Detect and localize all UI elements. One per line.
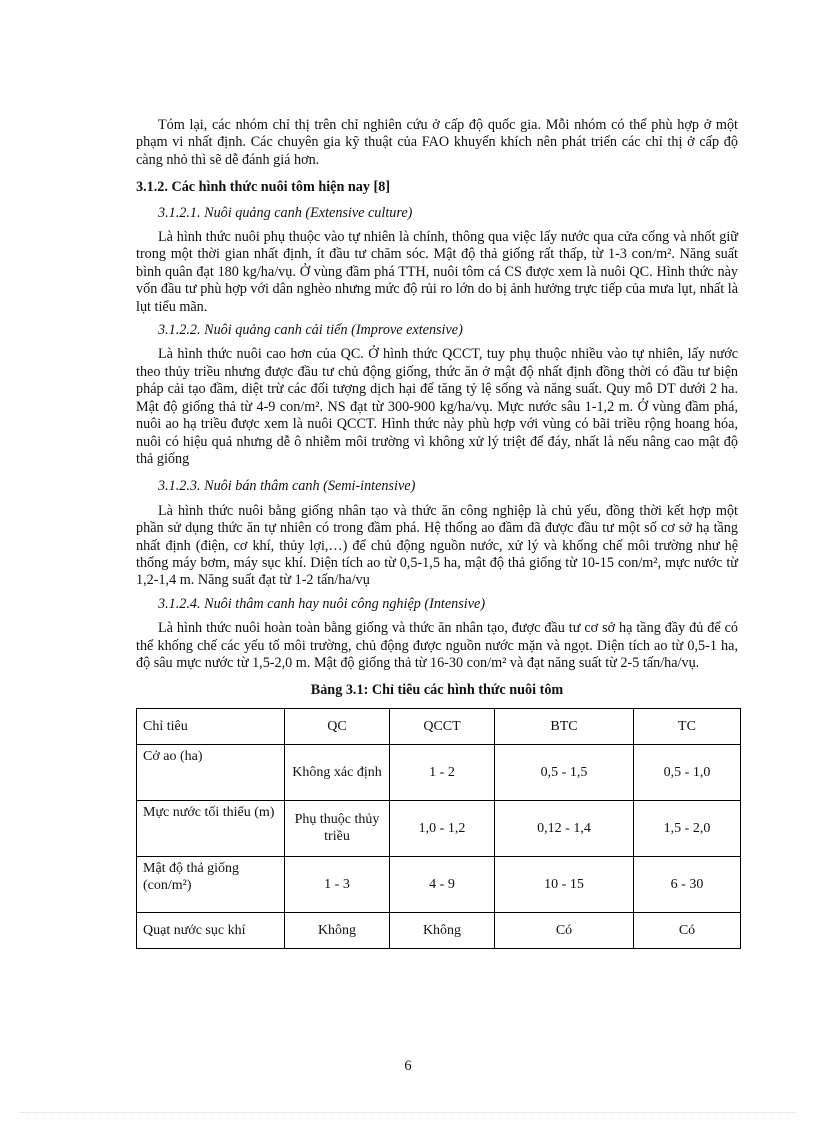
- subsection-title-1: 3.1.2.1. Nuôi quảng canh (Extensive culture): [158, 204, 413, 221]
- table-header-cell: QCCT: [390, 708, 495, 744]
- page-bottom-rule: [20, 1112, 796, 1113]
- table-row: [137, 800, 741, 856]
- table-cell: 4 - 9: [390, 856, 495, 912]
- table-row: [137, 744, 741, 800]
- table-cell: 0,12 - 1,4: [495, 800, 634, 856]
- table-cell: 1 - 2: [390, 744, 495, 800]
- table-cell: Không: [285, 912, 390, 948]
- section-heading: 3.1.2. Các hình thức nuôi tôm hiện nay [8]: [136, 179, 391, 196]
- table-cell: 6 - 30: [634, 856, 741, 912]
- subsection-title-2: 3.1.2.2. Nuôi quảng canh cải tiến (Improve extensive): [158, 322, 463, 339]
- page-content: [136, 117, 738, 949]
- table-cell: Phụ thuộc thủy triều: [285, 800, 390, 856]
- subsection-title-3: 3.1.2.3. Nuôi bán thâm canh (Semi-intensive): [158, 478, 416, 495]
- table-row: [137, 912, 741, 948]
- table-header-cell: QC: [285, 708, 390, 744]
- table-header-cell: Chỉ tiêu: [137, 708, 285, 744]
- shrimp-farming-table: [136, 708, 741, 949]
- table-cell: Cở ao (ha): [137, 744, 285, 800]
- intro-paragraph: Tóm lại, các nhóm chỉ thị trên chỉ nghiên cứu ở cấp độ quốc gia. Mỗi nhóm có thể phù hợp ở một phạm vi nhất định. Các chuyên gia kỹ thuật của FAO khuyến khích nên phát triển các chỉ thị ở cấp độ càng nhỏ thì sẽ dễ đánh giá hơn.: [136, 117, 738, 168]
- subsection-body-3: Là hình thức nuôi bằng giống nhân tạo và thức ăn công nghiệp là chủ yếu, đồng thời kết hợp một phần sử dụng thức ăn tự nhiên có trong đầm phá. Hệ thống ao đầm đã được đầu tư một số cơ sở hạ tầng nhất định (điện, cơ khí, thủy lợi,…) để chủ động nguồn nước, xử lý và khống chế môi trường như hệ thống máy bơm, máy sục khí. Diện tích ao từ 0,5-1,5 ha, mật độ thả giống từ 10-15 con/m², mực nước từ 1,2-1,4 m. Năng suất đạt từ 1-2 tấn/ha/vụ: [136, 502, 738, 589]
- table-cell: Không xác định: [285, 744, 390, 800]
- table-caption: Bảng 3.1: Chỉ tiêu các hình thức nuôi tôm: [310, 682, 564, 699]
- table-row: [137, 856, 741, 912]
- table-cell: Có: [634, 912, 741, 948]
- table-cell: 1,5 - 2,0: [634, 800, 741, 856]
- table-cell: Có: [495, 912, 634, 948]
- table-cell: Mực nước tối thiểu (m): [137, 800, 285, 856]
- table-cell: 0,5 - 1,5: [495, 744, 634, 800]
- table-cell: Không: [390, 912, 495, 948]
- subsection-body-4: Là hình thức nuôi hoàn toàn bằng giống và thức ăn nhân tạo, được đầu tư cơ sở hạ tầng đầy đủ để có thể khống chế các yếu tố môi trường, chủ động được nguồn nước mặn và ngọt. Diện tích ao từ 0,5-1 ha, độ sâu mực nước từ 1,5-2,0 m. Mật độ giống thả từ 16-30 con/m² và đạt năng suất từ 2-5 tấn/ha/vụ.: [136, 620, 738, 671]
- table-header-row: [137, 708, 741, 744]
- table-header-cell: BTC: [495, 708, 634, 744]
- page-number: 6: [404, 1058, 412, 1074]
- table-cell: Quạt nước sục khí: [137, 912, 285, 948]
- subsection-body-2: Là hình thức nuôi cao hơn của QC. Ở hình thức QCCT, tuy phụ thuộc nhiều vào tự nhiên, lấy nước theo thủy triều nhưng được đầu tư chủ động giống, thức ăn ở mật độ nhất định đồng thời có đầu tư biện pháp cải tạo đầm, diệt trừ các đối tượng dịch hại để tăng tỷ lệ sống và năng suất. Quy mô DT dưới 2 ha. Mật độ giống thả từ 4-9 con/m². NS đạt từ 300-900 kg/ha/vụ. Mực nước sâu 1-1,2 m. Ở vùng đầm phá, nuôi ao hạ triều được xem là nuôi QCCT. Hình thức này phù hợp với vùng có bãi triều rộng hoang hóa, nuôi có hiệu quả nhưng dễ ô nhiễm môi trường vì không xử lý triệt để đáy, nhất là nếu nâng cao mật độ thả giống: [136, 346, 738, 467]
- table-cell: Mật độ thả giống (con/m²): [137, 856, 285, 912]
- table-header-cell: TC: [634, 708, 741, 744]
- table-cell: 0,5 - 1,0: [634, 744, 741, 800]
- table-cell: 1,0 - 1,2: [390, 800, 495, 856]
- subsection-body-1: Là hình thức nuôi phụ thuộc vào tự nhiên là chính, thông qua việc lấy nước qua cửa cống và nhốt giữ trong một thời gian nhất định, ít đầu tư chăm sóc. Mật độ thả giống rất thấp, từ 1-3 con/m². Năng suất bình quân đạt 180 kg/ha/vụ. Ở vùng đầm phá TTH, nuôi tôm cá CS được xem là nuôi QC. Hình thức này vốn đầu tư phù hợp với dân nghèo nhưng mức độ rủi ro lớn do bị ảnh hưởng trực tiếp của mưa lụt, nhất là lụt tiểu mãn.: [136, 229, 738, 315]
- table-cell: 10 - 15: [495, 856, 634, 912]
- subsection-title-4: 3.1.2.4. Nuôi thâm canh hay nuôi công nghiệp (Intensive): [158, 595, 486, 612]
- table-cell: 1 - 3: [285, 856, 390, 912]
